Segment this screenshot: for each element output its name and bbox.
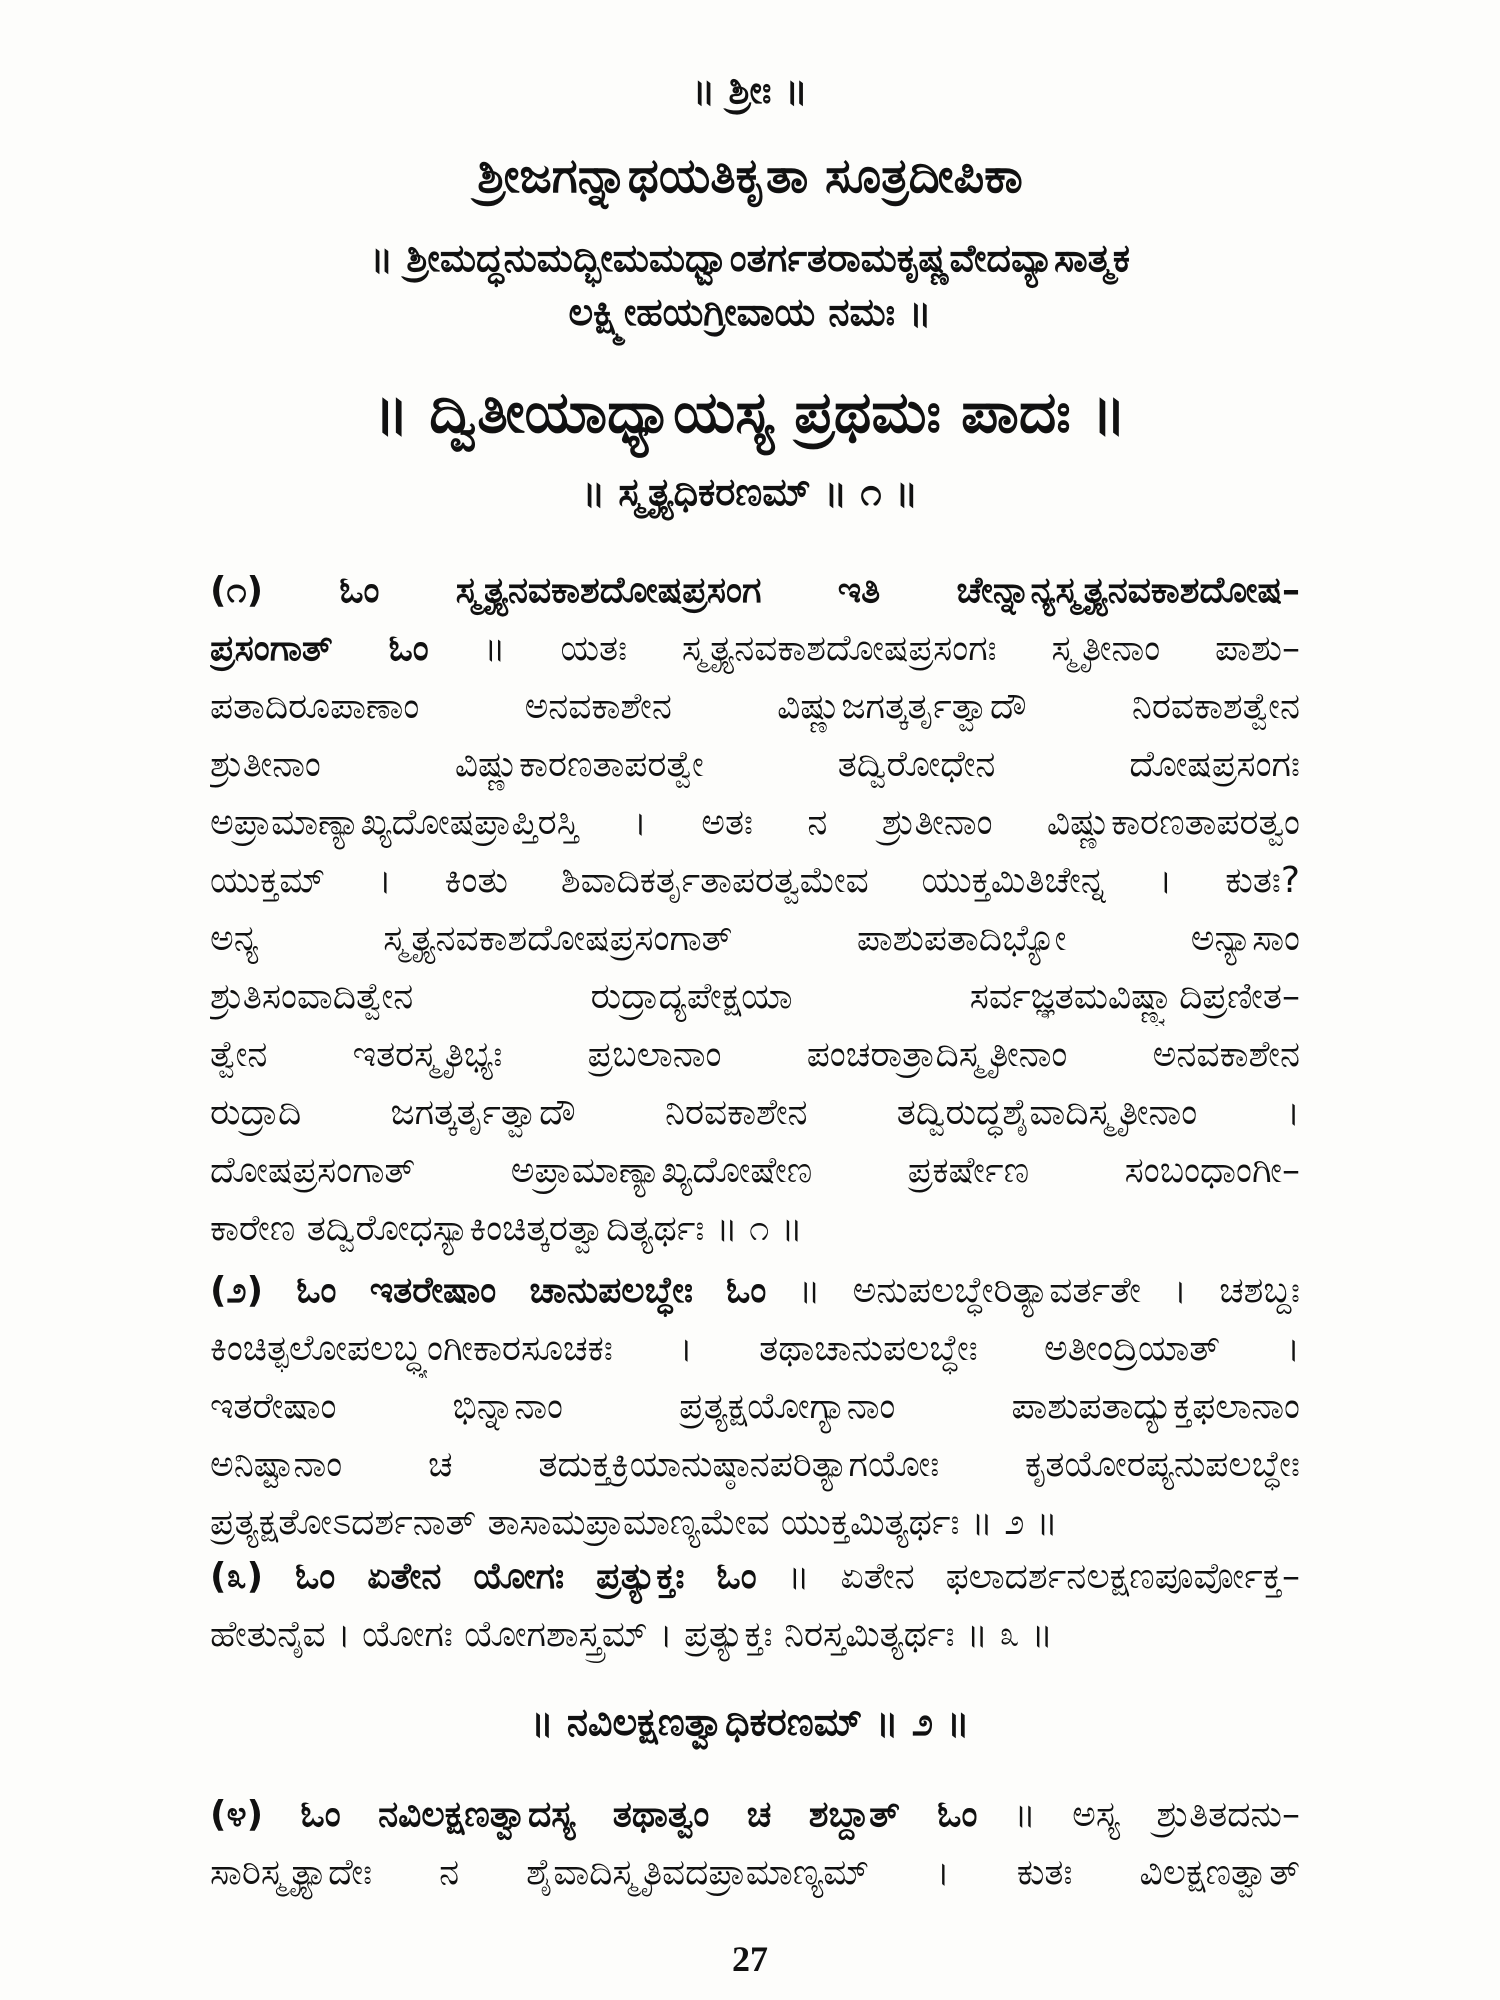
text-line: ಅಪ್ರಾಮಾಣ್ಯಾಖ್ಯದೋಷಪ್ರಾಪ್ತಿರಸ್ತಿ । ಅತಃ ನ ಶ್ರುತೀನಾಂ ವಿಷ್ಣುಕಾರಣತಾಪರತ್ವಂ [210, 802, 1300, 843]
sutra-text: (೨) ಓಂ ಇತರೇಷಾಂ ಚಾನುಪಲಬ್ಧೇಃ ಓಂ [210, 1270, 767, 1311]
text-line: ದೋಷಪ್ರಸಂಗಾತ್ ಅಪ್ರಾಮಾಣ್ಯಾಖ್ಯದೋಷೇಣ ಪ್ರಕರ್ಷೇಣ ಸಂಬಂಧಾಂಗೀ– [210, 1150, 1300, 1191]
sutra-paragraph-2 [210, 1262, 1300, 1552]
sutra-text: (೩) ಓಂ ಏತೇನ ಯೋಗಃ ಪ್ರತ್ಯುಕ್ತಃ ಓಂ [210, 1556, 757, 1597]
text-line: ರುದ್ರಾದಿ ಜಗತ್ಕರ್ತೃತ್ವಾದೌ ನಿರವಕಾಶೇನ ತದ್ವಿರುದ್ಧಶೈವಾದಿಸ್ಮೃತೀನಾಂ । [210, 1092, 1300, 1133]
commentary-text: ॥ ಅಸ್ಯ ಶ್ರುತಿತದನು– [977, 1794, 1300, 1835]
adhikarana-heading-2: ॥ ನವಿಲಕ್ಷಣತ್ವಾಧಿಕರಣಮ್ ॥ ೨ ॥ [530, 1700, 970, 1744]
sutra-paragraph-3 [210, 1548, 1300, 1664]
text-line [210, 1786, 1300, 1844]
text-line: ಇತರೇಷಾಂ ಭಿನ್ನಾನಾಂ ಪ್ರತ್ಯಕ್ಷಯೋಗ್ಯಾನಾಂ ಪಾಶುಪತಾದ್ಯುಕ್ತಫಲಾನಾಂ [210, 1386, 1300, 1427]
sutra-text: (೪) ಓಂ ನವಿಲಕ್ಷಣತ್ವಾದಸ್ಯ ತಥಾತ್ವಂ ಚ ಶಬ್ದಾತ್ ಓಂ [210, 1794, 978, 1835]
text-line: ಶ್ರುತಿಸಂವಾದಿತ್ವೇನ ರುದ್ರಾದ್ಯಪೇಕ್ಷಯಾ ಸರ್ವಜ್ಞತಮವಿಷ್ಣ್ವಾದಿಪ್ರಣೀತ– [210, 976, 1300, 1017]
text-line [210, 1548, 1300, 1606]
sutra-paragraph-1 [210, 562, 1300, 1258]
page-number: 27 [732, 1939, 768, 1979]
adhikarana-heading-1: ॥ ಸ್ಮೃತ್ಯಧಿಕರಣಮ್ ॥ ೧ ॥ [581, 470, 919, 514]
text-line: ಪತಾದಿರೂಪಾಣಾಂ ಅನವಕಾಶೇನ ವಿಷ್ಣುಜಗತ್ಕರ್ತೃತ್ವಾದೌ ನಿರವಕಾಶತ್ವೇನ [210, 686, 1300, 727]
text-line: ಶ್ರುತೀನಾಂ ವಿಷ್ಣುಕಾರಣತಾಪರತ್ವೇ ತದ್ವಿರೋಧೇನ ದೋಷಪ್ರಸಂಗಃ [210, 744, 1300, 785]
text-line: ಸಾರಿಸ್ಮೃತ್ಯಾದೇಃ ನ ಶೈವಾದಿಸ್ಮೃತಿವದಪ್ರಾಮಾಣ್ಯಮ್ । ಕುತಃ ವಿಲಕ್ಷಣತ್ವಾತ್ [210, 1852, 1300, 1893]
invocation-line-1: ॥ ಶ್ರೀಮದ್ಧನುಮದ್ಭೀಮಮಧ್ವಾಂತರ್ಗತರಾಮಕೃಷ್ಣವೇದವ್ಯಾಸಾತ್ಮಕ [369, 236, 1131, 280]
text-line: ಅನ್ಯ ಸ್ಮೃತ್ಯನವಕಾಶದೋಷಪ್ರಸಂಗಾತ್ ಪಾಶುಪತಾದಿಭ್ಯೋ ಅನ್ಯಾಸಾಂ [210, 918, 1300, 959]
commentary-text: ॥ ಅನುಪಲಬ್ಧೇರಿತ್ಯಾವರ್ತತೇ । ಚಶಬ್ದಃ [766, 1270, 1300, 1311]
text-line: ಕಾರೇಣ ತದ್ವಿರೋಧಸ್ಯಾಕಿಂಚಿತ್ಕರತ್ವಾದಿತ್ಯರ್ಥಃ ॥ ೧ ॥ [210, 1208, 803, 1249]
commentary-text: ॥ ಯತಃ ಸ್ಮೃತ್ಯನವಕಾಶದೋಷಪ್ರಸಂಗಃ ಸ್ಮೃತೀನಾಂ ಪಾಶು– [428, 628, 1300, 669]
sutra-paragraph-4 [210, 1786, 1300, 1902]
invocation-line-2: ಲಕ್ಷ್ಮೀಹಯಗ್ರೀವಾಯ ನಮಃ ॥ [568, 290, 932, 334]
text-line [210, 620, 1300, 678]
text-line: ತ್ವೇನ ಇತರಸ್ಮೃತಿಭ್ಯಃ ಪ್ರಬಲಾನಾಂ ಪಂಚರಾತ್ರಾದಿಸ್ಮೃತೀನಾಂ ಅನವಕಾಶೇನ [210, 1034, 1300, 1075]
page-title: ಶ್ರೀಜಗನ್ನಾಥಯತಿಕೃತಾ ಸೂತ್ರದೀಪಿಕಾ [477, 148, 1023, 204]
text-line: ಪ್ರತ್ಯಕ್ಷತೋಽದರ್ಶನಾತ್ ತಾಸಾಮಪ್ರಾಮಾಣ್ಯಮೇವ ಯುಕ್ತಮಿತ್ಯರ್ಥಃ ॥ ೨ ॥ [210, 1502, 1058, 1543]
text-line: ಅನಿಷ್ಟಾನಾಂ ಚ ತದುಕ್ತಕ್ರಿಯಾನುಷ್ಠಾನಪರಿತ್ಯಾಗಯೋಃ ಕೃತಯೋರಪ್ಯನುಪಲಬ್ಧೇಃ [210, 1444, 1300, 1485]
text-line [210, 1262, 1300, 1320]
chapter-heading: ॥ ದ್ವಿತೀಯಾಧ್ಯಾಯಸ್ಯ ಪ್ರಥಮಃ ಪಾದಃ ॥ [373, 378, 1127, 446]
text-line: ಯುಕ್ತಮ್ । ಕಿಂತು ಶಿವಾದಿಕರ್ತೃತಾಪರತ್ವಮೇವ ಯುಕ್ತಮಿತಿಚೇನ್ನ । ಕುತಃ? [210, 860, 1300, 901]
shri-invocation: ॥ ಶ್ರೀಃ ॥ [692, 68, 808, 112]
commentary-text: ॥ ಏತೇನ ಫಲಾದರ್ಶನಲಕ್ಷಣಪೂರ್ವೋಕ್ತ– [756, 1556, 1300, 1597]
text-line: (೧) ಓಂ ಸ್ಮೃತ್ಯನವಕಾಶದೋಷಪ್ರಸಂಗ ಇತಿ ಚೇನ್ನಾನ್ಯಸ್ಮೃತ್ಯನವಕಾಶದೋಷ– [210, 570, 1300, 611]
sutra-text: ಪ್ರಸಂಗಾತ್ ಓಂ [210, 628, 429, 669]
text-line: ಕಿಂಚಿತ್ಫಲೋಪಲಬ್ಧ್ಯಂಗೀಕಾರಸೂಚಕಃ । ತಥಾಚಾನುಪಲಬ್ಧೇಃ ಅತೀಂದ್ರಿಯಾತ್ । [210, 1328, 1300, 1369]
text-line: ಹೇತುನೈವ । ಯೋಗಃ ಯೋಗಶಾಸ್ತ್ರಮ್ । ಪ್ರತ್ಯುಕ್ತಃ ನಿರಸ್ತಮಿತ್ಯರ್ಥಃ ॥ ೩ ॥ [210, 1614, 1053, 1655]
